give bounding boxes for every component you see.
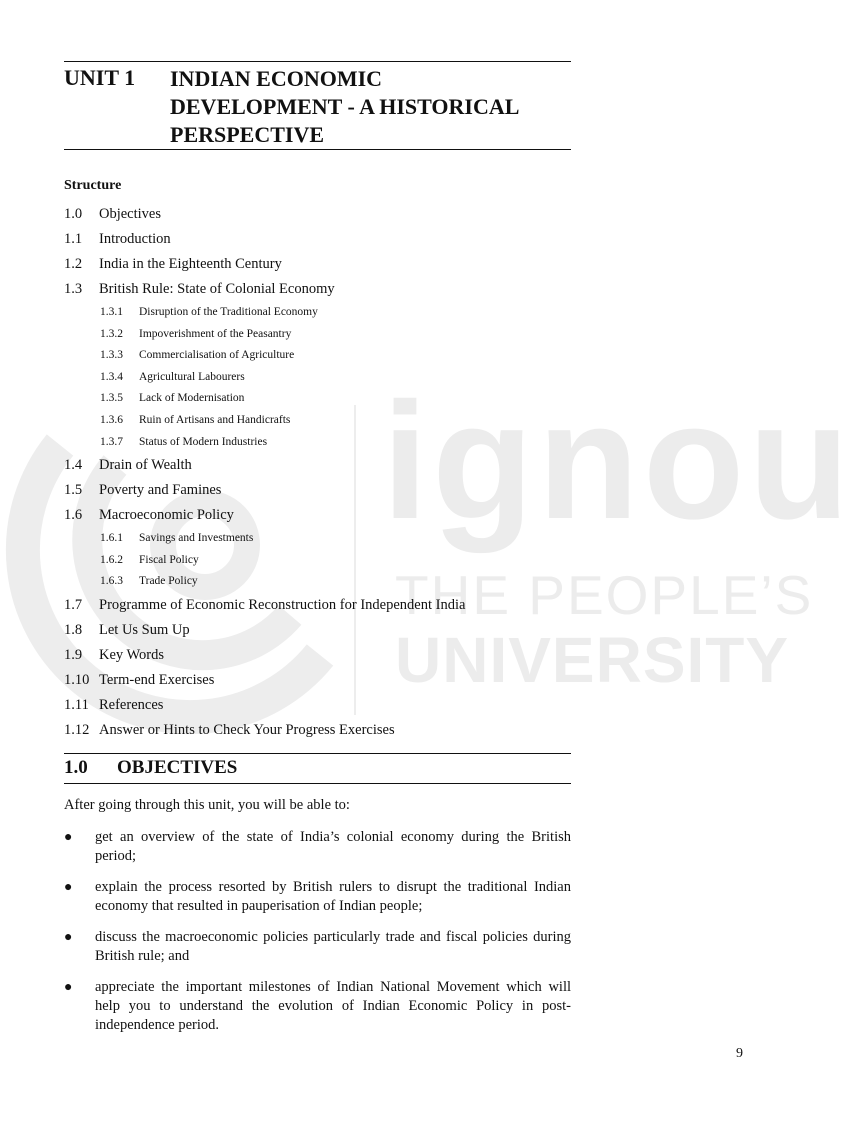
- toc-item: [64, 325, 571, 347]
- toc-item-text: Programme of Economic Reconstruction for Independent India: [99, 596, 466, 613]
- watermark-line1: THE PEOPLE’S: [395, 564, 814, 626]
- toc-item-text: Agricultural Labourers: [139, 370, 245, 383]
- unit-title-line: PERSPECTIVE: [170, 122, 325, 147]
- list-item-text: explain the process resorted by British rulers to disrupt the traditional Indian economy that resulted in pauperisation of Indian people;: [95, 879, 571, 914]
- toc-item-number: 1.12: [64, 721, 90, 738]
- toc-item: [64, 572, 571, 594]
- toc-item-number: 1.3: [64, 281, 83, 297]
- toc-item-number: 1.6.3: [100, 575, 123, 588]
- toc-item: [64, 253, 571, 278]
- objectives-list: [64, 828, 571, 1035]
- list-item: [64, 878, 571, 928]
- toc-item-text: Commercialisation of Agriculture: [139, 349, 295, 362]
- toc-item-number: 1.3.3: [100, 349, 123, 362]
- unit-title-line: INDIAN ECONOMIC: [170, 66, 383, 91]
- toc-item: [64, 551, 571, 573]
- toc-item: [64, 529, 571, 551]
- unit-label: UNIT 1: [64, 65, 136, 90]
- toc-item: [64, 694, 571, 719]
- toc-item-number: 1.11: [64, 696, 89, 713]
- toc-item: [64, 504, 571, 529]
- toc-item-number: 1.6.1: [100, 532, 123, 545]
- bullet-icon: ●: [64, 830, 73, 845]
- toc-item-number: 1.3.4: [100, 370, 123, 383]
- toc-item: [64, 644, 571, 669]
- bullet-icon: ●: [64, 930, 73, 945]
- toc-item: [64, 433, 571, 455]
- toc-item-text: References: [99, 696, 164, 713]
- toc-item-text: Let Us Sum Up: [99, 621, 190, 638]
- toc-item-number: 1.3.1: [100, 306, 123, 318]
- page-number: 9: [736, 1046, 743, 1061]
- bullet-icon: ●: [64, 980, 73, 995]
- list-item-text: get an overview of the state of India’s colonial economy during the British period;: [95, 829, 571, 864]
- toc-item: [64, 619, 571, 644]
- toc-item-text: Trade Policy: [139, 575, 198, 588]
- list-item: [64, 978, 571, 1035]
- toc-item: [64, 719, 571, 744]
- toc-item-number: 1.3.2: [100, 327, 123, 340]
- toc-item-number: 1.9: [64, 646, 83, 663]
- toc-item-number: 1.4: [64, 457, 83, 474]
- toc-item-text: Ruin of Artisans and Handicrafts: [139, 413, 291, 426]
- toc-item-number: 1.3.6: [100, 413, 123, 426]
- toc-item: [64, 346, 571, 368]
- list-item-text: discuss the macroeconomic policies particularly trade and fiscal policies during British rule; and: [95, 929, 571, 964]
- unit-title: [170, 65, 519, 149]
- toc-item: [64, 278, 571, 303]
- toc-item-number: 1.0: [64, 206, 83, 222]
- toc-item-number: 1.3.5: [100, 392, 123, 405]
- toc-item-number: 1.7: [64, 596, 83, 613]
- toc-item: [64, 454, 571, 479]
- toc-item-text: British Rule: State of Colonial Economy: [99, 281, 335, 297]
- bullet-icon: ●: [64, 880, 73, 895]
- toc-item-text: Disruption of the Traditional Economy: [139, 306, 318, 318]
- table-of-contents: [64, 203, 571, 744]
- toc-item: [64, 411, 571, 433]
- toc-item: [64, 479, 571, 504]
- toc-item-number: 1.2: [64, 256, 83, 272]
- toc-item-text: Key Words: [99, 646, 165, 663]
- toc-item-text: Macroeconomic Policy: [99, 507, 234, 524]
- list-item: [64, 828, 571, 878]
- objectives-title: OBJECTIVES: [117, 757, 238, 778]
- list-item-text: appreciate the important milestones of Indian National Movement which will help you to understand the evolution of Indian Economic Policy in post-independence period.: [95, 979, 571, 1033]
- toc-item-number: 1.10: [64, 671, 90, 688]
- toc-item-text: Introduction: [99, 231, 171, 247]
- toc-item-number: 1.1: [64, 231, 83, 247]
- toc-item-text: Term-end Exercises: [99, 671, 215, 688]
- unit-title-block: [64, 61, 571, 150]
- objectives-number: 1.0: [64, 757, 88, 778]
- toc-item-text: Fiscal Policy: [139, 553, 199, 566]
- toc-item-text: Status of Modern Industries: [139, 435, 268, 448]
- toc-item: [64, 669, 571, 694]
- toc-item-text: India in the Eighteenth Century: [99, 256, 282, 272]
- watermark-brand: ignou: [382, 369, 854, 554]
- structure-heading: Structure: [64, 178, 122, 193]
- toc-item-text: Savings and Investments: [139, 532, 254, 545]
- toc-item-number: 1.6.2: [100, 553, 123, 566]
- toc-item: [64, 594, 571, 619]
- objectives-intro: After going through this unit, you will be able to:: [64, 797, 350, 813]
- toc-item: [64, 389, 571, 411]
- toc-item-text: Drain of Wealth: [99, 457, 192, 474]
- toc-item-text: Objectives: [99, 206, 162, 222]
- toc-item-number: 1.3.7: [100, 435, 123, 448]
- list-item: [64, 928, 571, 978]
- toc-item-text: Lack of Modernisation: [139, 392, 245, 405]
- toc-item-number: 1.6: [64, 507, 83, 524]
- unit-title-line: DEVELOPMENT - A HISTORICAL: [170, 94, 520, 119]
- toc-item: [64, 303, 571, 325]
- toc-item: [64, 228, 571, 253]
- toc-item: [64, 203, 571, 228]
- toc-item: [64, 368, 571, 390]
- toc-item-text: Impoverishment of the Peasantry: [139, 327, 292, 340]
- toc-item-number: 1.5: [64, 482, 83, 499]
- watermark-line2: UNIVERSITY: [395, 624, 790, 696]
- objectives-heading: [64, 753, 571, 784]
- toc-item-number: 1.8: [64, 621, 83, 638]
- toc-item-text: Poverty and Famines: [99, 482, 222, 499]
- toc-item-text: Answer or Hints to Check Your Progress Exercises: [99, 721, 395, 738]
